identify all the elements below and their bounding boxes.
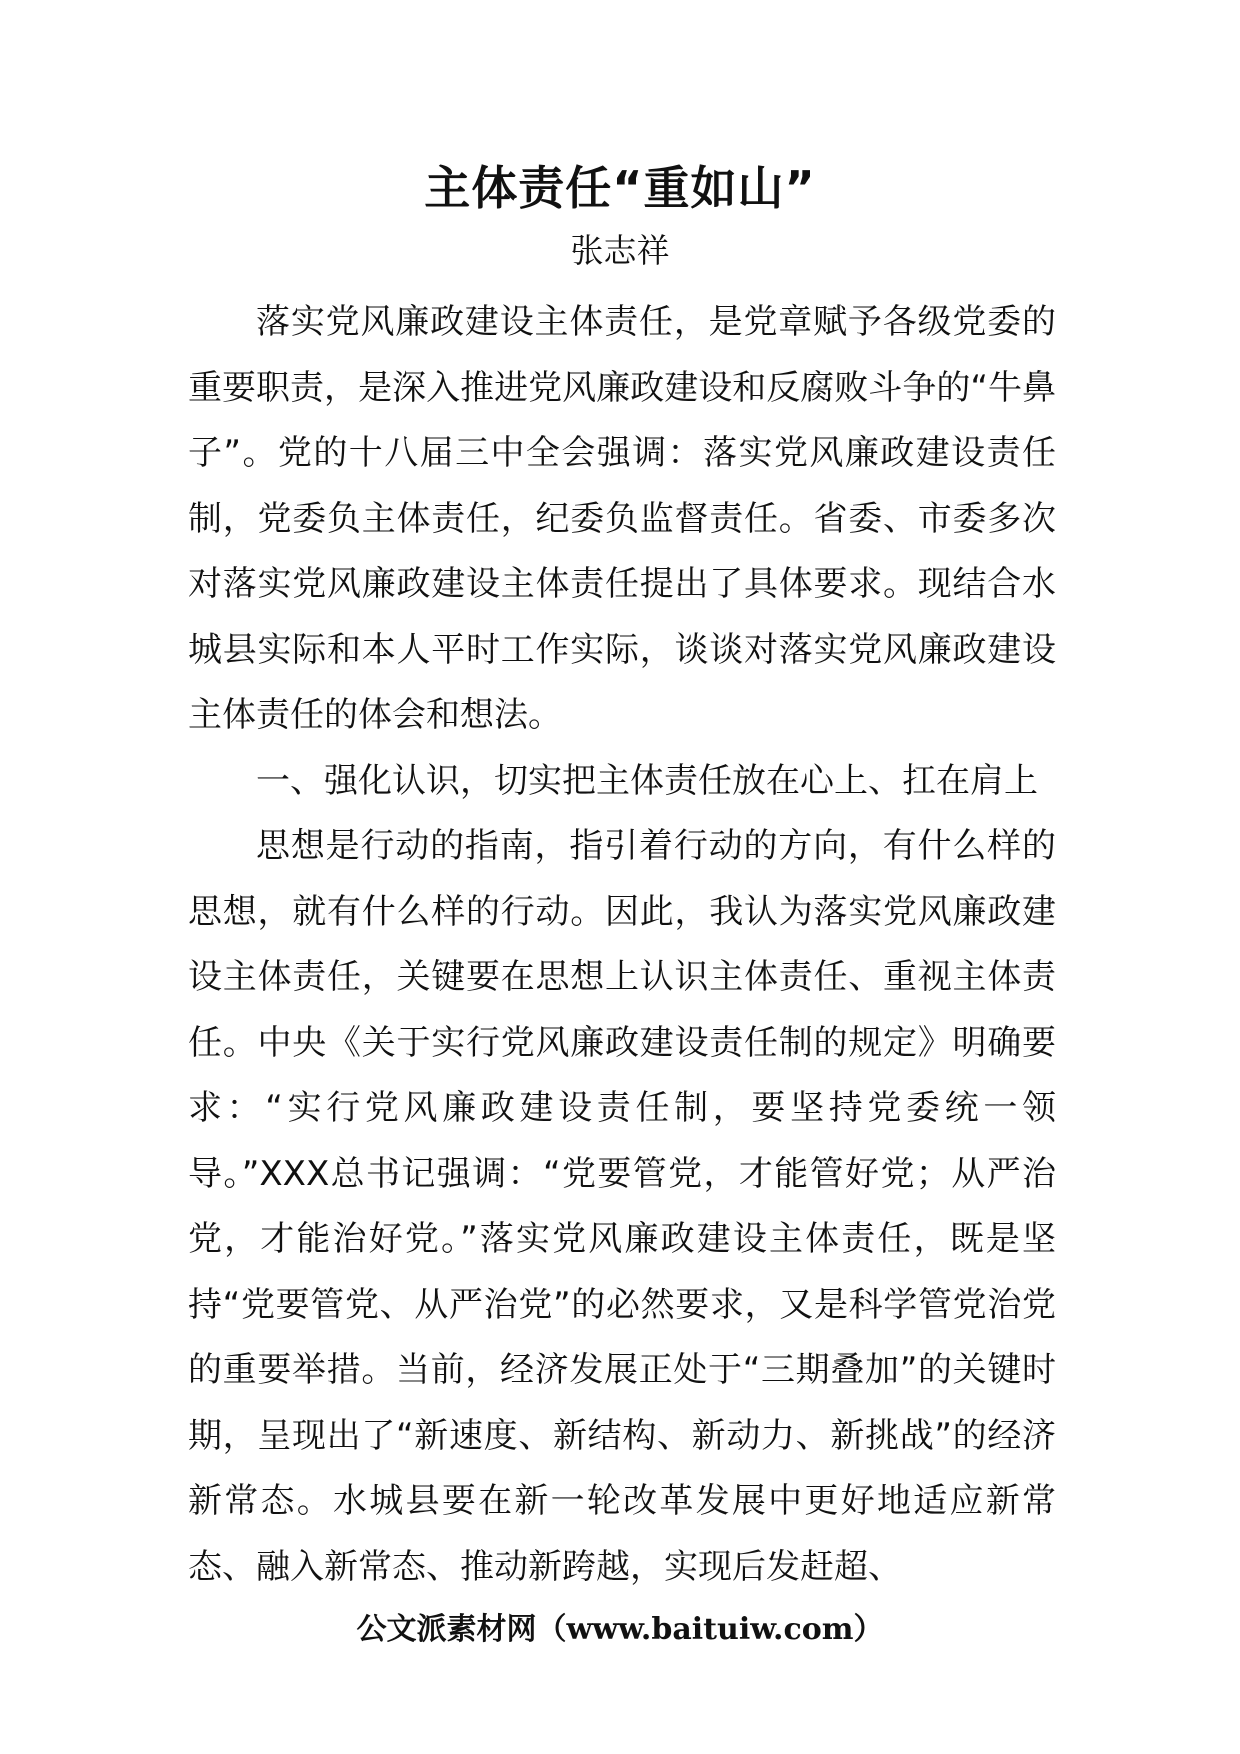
body-paragraph-section-one: 思想是行动的指南，指引着行动的方向，有什么样的思想，就有什么样的行动。因此，我认为落实党风廉政建设主体责任，关键要在思想上认识主体责任、重视主体责任。中央《关于实行党风廉政建设责任制的规定》明确要求：“实行党风廉政建设责任制，要坚持党委统一领导。”XXX总书记强调：“党要管党，才能管好党；从严治党，才能治好党。”落实党风廉政建设主体责任，既是坚持“党要管党、从严治党”的必然要求，又是科学管党治党的重要举措。当前，经济发展正处于“三期叠加”的关键时期，呈现出了“新速度、新结构、新动力、新挑战”的经济新常态。水城县要在新一轮改革发展中更好地适应新常态、融入新常态、推动新跨越，实现后发赶超、 bbox=[188, 826, 1056, 1587]
document-body bbox=[188, 290, 1056, 1600]
watermark-footer: 公文派素材网（www.baituiw.com） bbox=[356, 1612, 884, 1647]
section-heading: 一、强化认识，切实把主体责任放在心上、扛在肩上 bbox=[256, 760, 1038, 801]
body-paragraph-intro: 落实党风廉政建设主体责任，是党章赋予各级党委的重要职责，是深入推进党风廉政建设和反腐败斗争的“牛鼻子”。党的十八届三中全会强调：落实党风廉政建设责任制，党委负主体责任，纪委负监督责任。省委、市委多次对落实党风廉政建设主体责任提出了具体要求。现结合水城县实际和本人平时工作实际，谈谈对落实党风廉政建设主体责任的体会和想法。 bbox=[188, 302, 1056, 735]
document-author: 张志祥 bbox=[570, 231, 670, 270]
document-title: 主体责任“重如山” bbox=[424, 161, 816, 215]
